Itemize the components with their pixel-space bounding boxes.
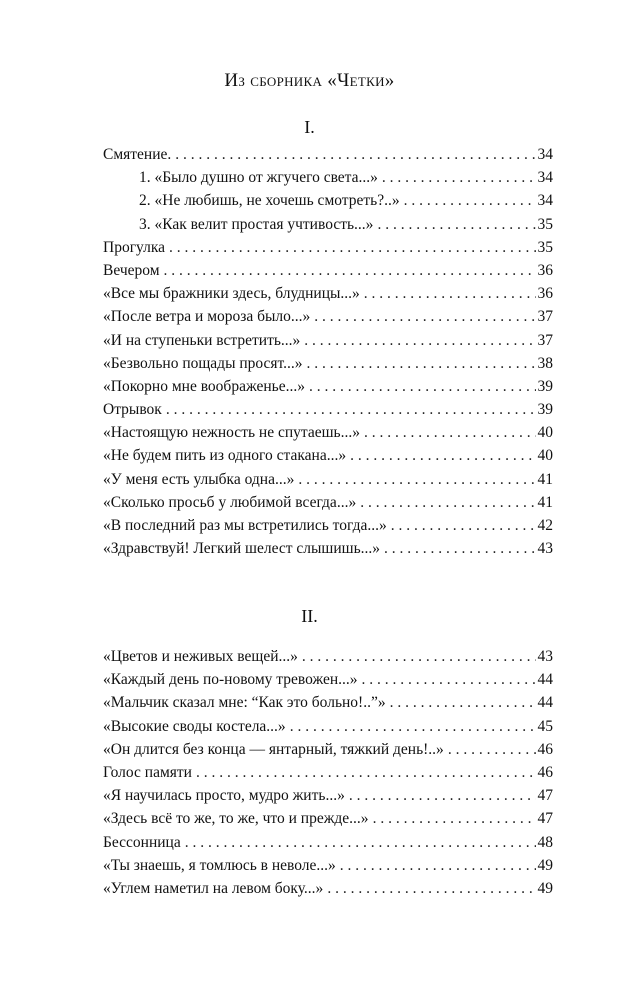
dot-leader — [196, 761, 536, 784]
dot-leader — [166, 398, 536, 421]
dot-leader — [185, 831, 536, 854]
dot-leader — [309, 375, 536, 398]
toc-entry[interactable] — [103, 761, 553, 784]
entry-page: 34 — [537, 192, 553, 210]
entry-title: Прогулка — [103, 238, 166, 256]
dot-leader — [373, 807, 536, 830]
entry-title: Голос памяти — [103, 763, 192, 781]
toc-entry[interactable] — [103, 166, 553, 189]
entry-title: 1. «Было душно от жгучего света...» — [139, 169, 378, 187]
entry-title: 2. «Не любишь, не хочешь смотреть?..» — [139, 192, 400, 210]
dot-leader — [314, 305, 535, 328]
dot-leader — [175, 143, 535, 166]
entry-title: «Я научилась просто, мудро жить...» — [103, 787, 345, 805]
dot-leader — [302, 645, 536, 668]
entry-page: 39 — [537, 377, 553, 395]
toc-entry[interactable] — [103, 398, 553, 421]
entry-page: 46 — [537, 740, 553, 758]
entry-title: «Не будем пить из одного стакана...» — [103, 447, 347, 465]
entry-page: 36 — [537, 261, 553, 279]
dot-leader — [364, 282, 536, 305]
toc-entry[interactable] — [103, 691, 553, 714]
entry-page: 35 — [537, 238, 553, 256]
entry-title: «После ветра и мороза было...» — [103, 308, 311, 326]
toc-entry[interactable] — [103, 375, 553, 398]
entry-page: 34 — [537, 169, 553, 187]
entry-page: 42 — [537, 517, 553, 534]
dot-leader — [404, 189, 536, 212]
entry-title: «В последний раз мы встретились тогда...» — [103, 517, 387, 534]
dot-leader — [307, 352, 536, 375]
entry-title: «Цветов и неживых вещей...» — [103, 648, 298, 665]
toc-entry[interactable] — [103, 715, 553, 738]
dot-leader — [448, 738, 536, 761]
dot-leader — [169, 236, 535, 259]
toc-entry[interactable] — [103, 329, 553, 352]
entry-page: 40 — [537, 424, 553, 442]
entry-title: Вечером — [103, 261, 160, 279]
toc-entry[interactable] — [103, 236, 553, 259]
section-heading-1: I. — [304, 117, 315, 137]
entry-page: 37 — [537, 308, 553, 326]
dot-leader — [377, 213, 535, 236]
entry-title: «Все мы бражники здесь, блудницы...» — [103, 285, 360, 303]
toc-entry[interactable] — [103, 645, 553, 668]
entry-title: Отрывок — [103, 401, 162, 419]
dot-leader — [327, 877, 535, 900]
dot-leader — [391, 514, 536, 537]
entry-title: «Покорно мне воображенье...» — [103, 377, 305, 395]
toc-entry[interactable] — [103, 282, 553, 305]
entry-title: «Мальчик сказал мне: “Как это больно!..”» — [103, 694, 386, 712]
toc-entry[interactable] — [103, 877, 553, 900]
entry-page: 36 — [537, 285, 553, 303]
entry-page: 34 — [537, 146, 553, 163]
entry-title: «Высокие своды костела...» — [103, 717, 286, 735]
entry-page: 45 — [537, 717, 553, 735]
entry-title: «Здравствуй! Легкий шелест слышишь...» — [103, 540, 381, 558]
entry-page: 44 — [537, 671, 553, 689]
entry-page: 44 — [537, 694, 553, 712]
entry-page: 49 — [537, 879, 553, 897]
toc-entry[interactable] — [103, 143, 553, 166]
toc-entry[interactable] — [103, 807, 553, 830]
entry-page: 35 — [537, 215, 553, 233]
toc-entry[interactable] — [103, 537, 553, 560]
dot-leader — [164, 259, 536, 282]
dot-leader — [384, 537, 535, 560]
entry-page: 39 — [537, 401, 553, 419]
toc-entry[interactable] — [103, 738, 553, 761]
entry-page: 40 — [537, 447, 553, 465]
entry-page: 37 — [537, 331, 553, 349]
dot-leader — [349, 784, 536, 807]
toc-entry[interactable] — [103, 189, 553, 212]
toc-section-2 — [103, 645, 553, 900]
toc-entry[interactable] — [103, 421, 553, 444]
entry-title: «Здесь всё то же, то же, что и прежде...» — [103, 810, 369, 828]
toc-entry[interactable] — [103, 668, 553, 691]
entry-page: 41 — [537, 493, 553, 511]
dot-leader — [298, 468, 535, 491]
entry-page: 46 — [537, 763, 553, 781]
toc-entry[interactable] — [103, 444, 553, 467]
entry-title: «Настоящую нежность не спутаешь...» — [103, 424, 360, 442]
entry-title: «У меня есть улыбка одна...» — [103, 470, 295, 488]
entry-page: 47 — [537, 787, 553, 805]
toc-entry[interactable] — [103, 259, 553, 282]
entry-page: 49 — [537, 856, 553, 874]
dot-leader — [364, 421, 536, 444]
entry-page: 41 — [537, 470, 553, 488]
entry-title: «Сколько просьб у любимой всегда...» — [103, 493, 357, 511]
dot-leader — [360, 491, 535, 514]
toc-entry[interactable] — [103, 514, 553, 537]
toc-entry[interactable] — [103, 854, 553, 877]
entry-title: «Ты знаешь, я томлюсь в неволе...» — [103, 856, 336, 874]
entry-title: «Безвольно пощады просят...» — [103, 354, 303, 372]
section-heading-2: II. — [301, 606, 318, 626]
toc-entry[interactable] — [103, 468, 553, 491]
entry-title: 3. «Как велит простая учтивость...» — [139, 215, 374, 233]
dot-leader — [340, 854, 536, 877]
entry-title: Бессонница — [103, 833, 181, 851]
toc-entry[interactable] — [103, 491, 553, 514]
toc-entry[interactable] — [103, 831, 553, 854]
entry-page: 43 — [537, 648, 553, 665]
toc-entry[interactable] — [103, 352, 553, 375]
entry-title: Смятение. — [103, 146, 172, 163]
dot-leader — [350, 444, 535, 467]
dot-leader — [382, 166, 536, 189]
page-title: Из сборника «Четки» — [224, 70, 395, 91]
entry-page: 48 — [537, 833, 553, 851]
toc-section-1 — [103, 143, 553, 560]
entry-page: 38 — [537, 354, 553, 372]
entry-page: 43 — [537, 540, 553, 558]
toc-entry[interactable] — [103, 213, 553, 236]
dot-leader — [390, 691, 536, 714]
dot-leader — [290, 715, 536, 738]
entry-title: «Каждый день по-новому тревожен...» — [103, 671, 358, 689]
entry-page: 47 — [537, 810, 553, 828]
toc-entry[interactable] — [103, 305, 553, 328]
dot-leader — [304, 329, 535, 352]
entry-title: «И на ступеньки встретить...» — [103, 331, 301, 349]
entry-title: «Он длится без конца — янтарный, тяжкий день!..» — [103, 740, 444, 758]
entry-title: «Углем наметил на левом боку...» — [103, 879, 324, 897]
toc-entry[interactable] — [103, 784, 553, 807]
dot-leader — [362, 668, 536, 691]
